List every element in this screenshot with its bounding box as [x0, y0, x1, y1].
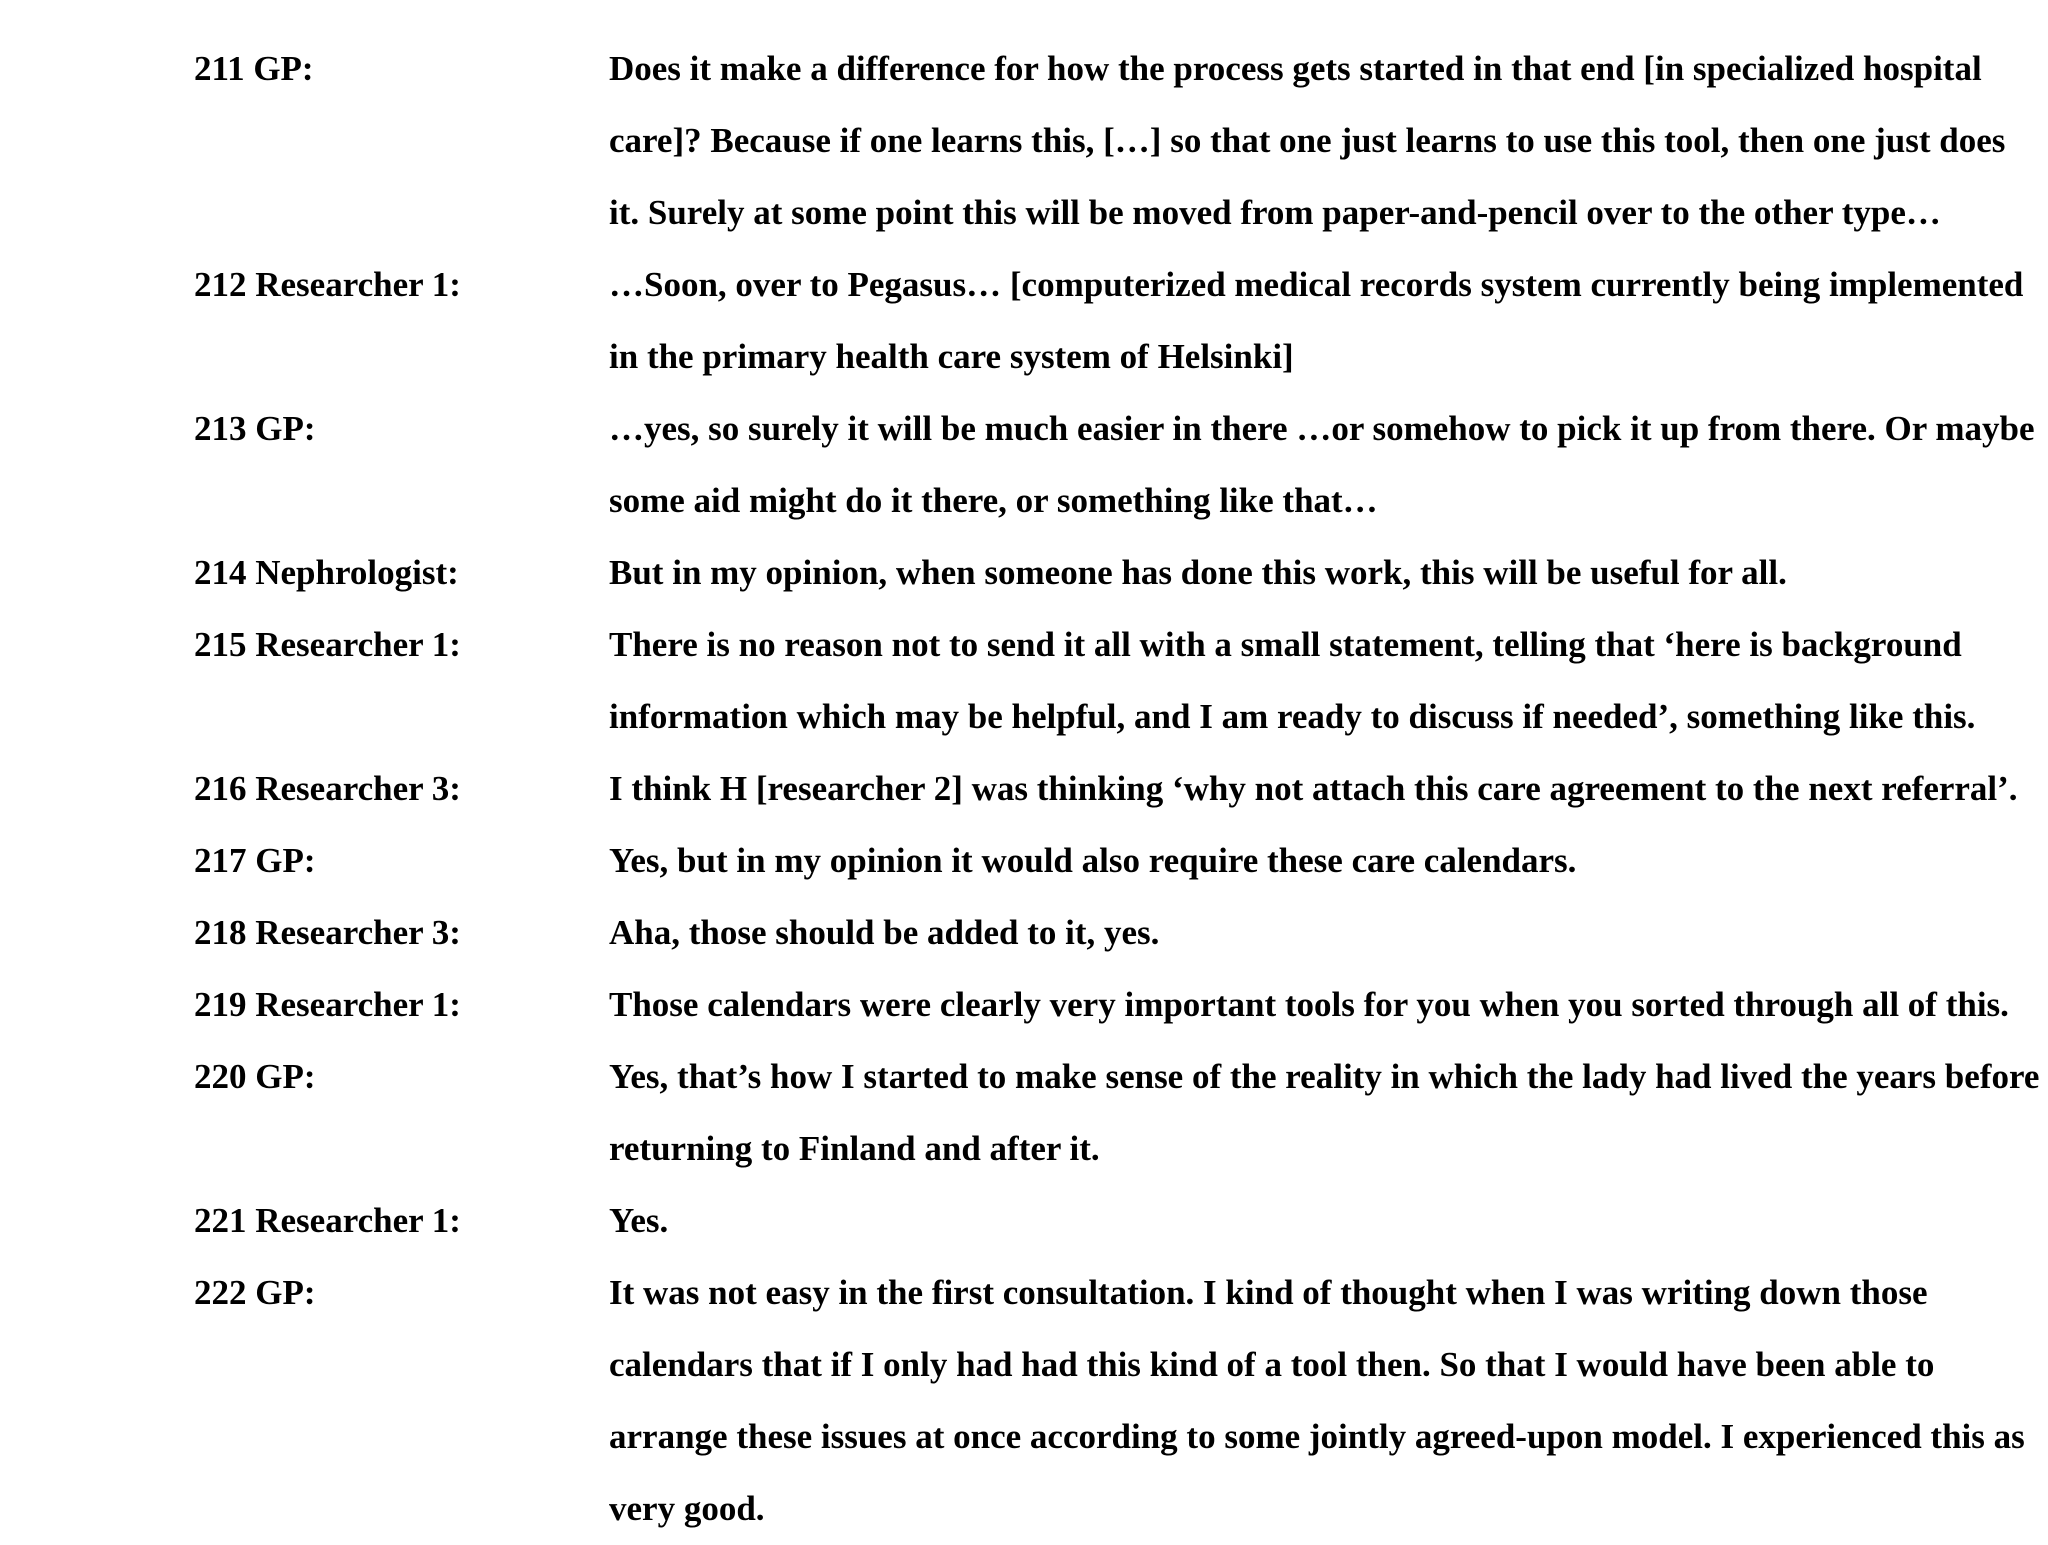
speaker-label: 216 Researcher 3: — [194, 769, 461, 808]
speaker-label: 213 GP: — [194, 409, 316, 448]
utterance-line: very good. — [609, 1489, 765, 1528]
utterance-text — [609, 33, 2029, 249]
utterance-text — [609, 609, 2029, 753]
speaker-label: 215 Researcher 1: — [194, 625, 461, 664]
utterance-text — [609, 825, 2029, 897]
utterance-text — [609, 1257, 2029, 1545]
utterance-text — [609, 537, 2029, 609]
speaker-label: 211 GP: — [194, 49, 314, 88]
speaker-label: 221 Researcher 1: — [194, 1201, 461, 1240]
utterance-line: It was not easy in the first consultation. I kind of thought when I was writing down those — [609, 1273, 1928, 1312]
utterance-line: some aid might do it there, or something like that… — [609, 481, 1378, 520]
utterance-text — [609, 1185, 2029, 1257]
utterance-line: Aha, those should be added to it, yes. — [609, 913, 1160, 952]
utterance-line: it. Surely at some point this will be moved from paper-and-pencil over to the other type… — [609, 193, 1941, 232]
utterance-line: But in my opinion, when someone has done this work, this will be useful for all. — [609, 553, 1787, 592]
speaker-label: 218 Researcher 3: — [194, 913, 461, 952]
utterance-line: arrange these issues at once according to some jointly agreed-upon model. I experienced this as — [609, 1417, 2025, 1456]
utterance-line: Does it make a difference for how the process gets started in that end [in specialized hospital — [609, 49, 1982, 88]
utterance-line: I think H [researcher 2] was thinking ‘why not attach this care agreement to the next referral’. — [609, 769, 2018, 808]
speaker-label: 222 GP: — [194, 1273, 316, 1312]
speaker-label: 219 Researcher 1: — [194, 985, 461, 1024]
utterance-text — [609, 969, 2029, 1041]
utterance-line: in the primary health care system of Helsinki] — [609, 337, 1294, 376]
utterance-text — [609, 897, 2029, 969]
utterance-text — [609, 249, 2029, 393]
utterance-line: returning to Finland and after it. — [609, 1129, 1100, 1168]
utterance-line: Yes, that’s how I started to make sense of the reality in which the lady had lived the years before — [609, 1057, 2040, 1096]
utterance-line: Those calendars were clearly very important tools for you when you sorted through all of this. — [609, 985, 2009, 1024]
utterance-line: Yes. — [609, 1201, 669, 1240]
speaker-label: 214 Nephrologist: — [194, 553, 459, 592]
utterance-line: information which may be helpful, and I am ready to discuss if needed’, something like this. — [609, 697, 1976, 736]
speaker-label: 217 GP: — [194, 841, 316, 880]
utterance-line: …yes, so surely it will be much easier in there …or somehow to pick it up from there. Or maybe — [609, 409, 2035, 448]
utterance-line: calendars that if I only had had this kind of a tool then. So that I would have been able to — [609, 1345, 1935, 1384]
utterance-line: …Soon, over to Pegasus… [computerized medical records system currently being implemented — [609, 265, 2024, 304]
utterance-text — [609, 393, 2035, 537]
utterance-text — [609, 1041, 2040, 1185]
utterance-line: Yes, but in my opinion it would also require these care calendars. — [609, 841, 1577, 880]
utterance-line: There is no reason not to send it all with a small statement, telling that ‘here is background — [609, 625, 1962, 664]
utterance-text — [609, 753, 2029, 825]
speaker-label: 220 GP: — [194, 1057, 316, 1096]
utterance-line: care]? Because if one learns this, […] so that one just learns to use this tool, then one just does — [609, 121, 2006, 160]
speaker-label: 212 Researcher 1: — [194, 265, 461, 304]
